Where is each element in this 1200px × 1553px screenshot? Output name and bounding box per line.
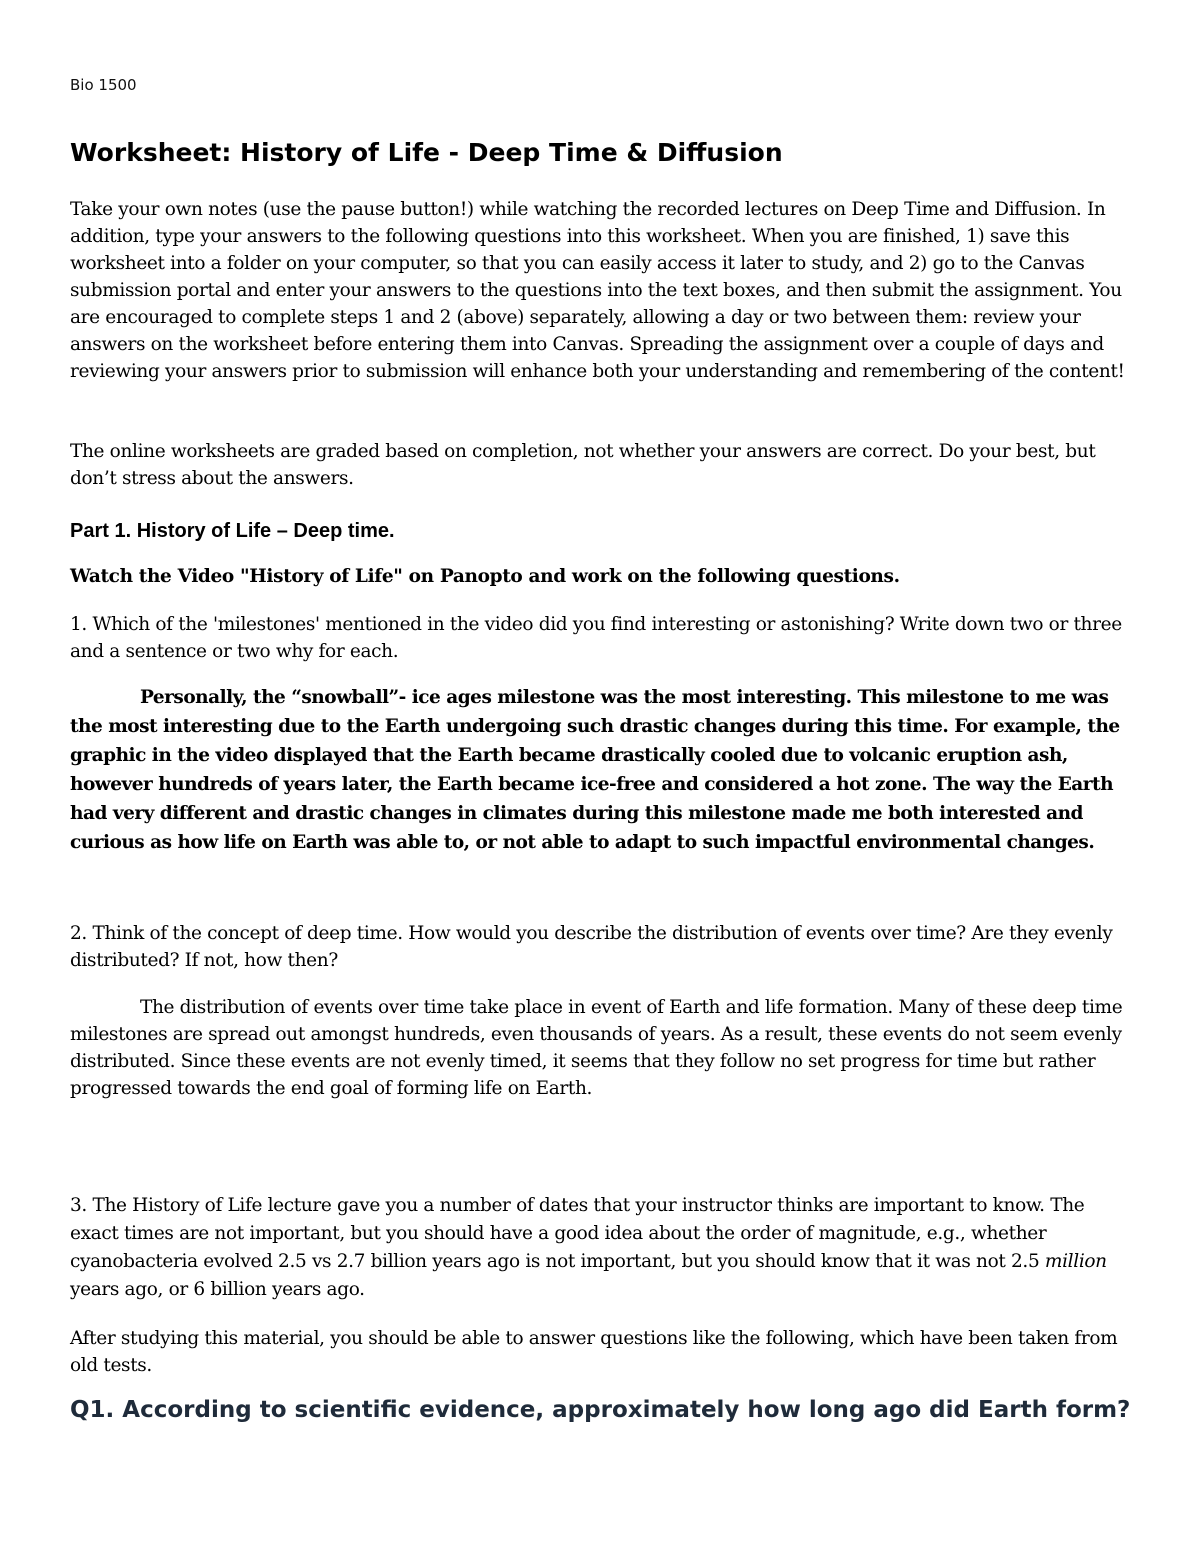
question-1: 1. Which of the 'milestones' mentioned in the video did you find interesting or astonishing? Write down two or three and a sentence or two why for each. bbox=[70, 614, 1122, 662]
question-1-section bbox=[70, 611, 1132, 665]
answer-2-section bbox=[70, 994, 1132, 1102]
test-question-section bbox=[70, 1396, 1132, 1425]
followup-section bbox=[70, 1325, 1132, 1379]
video-instruction: Watch the Video "History of Life" on Panopto and work on the following questions. bbox=[70, 566, 900, 587]
part1-heading-section bbox=[70, 520, 1132, 543]
answer-2: The distribution of events over time take place in event of Earth and life formation. Many of these deep time milestones are spread out amongst hundreds, even thousands of years. As a result, these events do not seem evenly distributed. Since these events are not evenly timed, it seems that they follow no set progress for time but rather progressed towards the end goal of forming life on Earth. bbox=[70, 997, 1123, 1099]
grading-note-paragraph: The online worksheets are graded based on completion, not whether your answers are correct. Do your best, but don’t stress about the answers. bbox=[70, 441, 1096, 489]
intro-section bbox=[70, 196, 1132, 385]
part1-instruction-section bbox=[70, 566, 1132, 587]
test-question-1: Q1. According to scientific evidence, approximately how long ago did Earth form? bbox=[70, 1397, 1131, 1423]
question-3-text-end: years ago, or 6 billion years ago. bbox=[70, 1279, 365, 1300]
question-3 bbox=[70, 1192, 1132, 1304]
question-3-text: 3. The History of Life lecture gave you a number of dates that your instructor thinks are important to know. The exact times are not important, but you should have a good idea about the order of magnitude, e.g., whether cyanobacteria evolved 2.5 vs 2.7 billion years ago is not important, but you should know that it was not 2.5 bbox=[70, 1195, 1085, 1272]
question-2-section bbox=[70, 920, 1132, 974]
part-heading: Part 1. History of Life – Deep time. bbox=[70, 520, 395, 542]
intro-paragraph: Take your own notes (use the pause button!) while watching the recorded lectures on Deep Time and Diffusion. In addition, type your answers to the following questions into this worksheet. When you are finished, 1) save this worksheet into a folder on your computer, so that you can easily access it later to study, and 2) go to the Canvas submission portal and enter your answers to the questions into the text boxes, and then submit the assignment. You are encouraged to complete steps 1 and 2 (above) separately, allowing a day or two between them: review your answers on the worksheet before entering them into Canvas. Spreading the assignment over a couple of days and reviewing your answers prior to submission will enhance both your understanding and remembering of the content! bbox=[70, 199, 1125, 382]
question-3-emphasis: million bbox=[1044, 1251, 1107, 1272]
question-2: 2. Think of the concept of deep time. How would you describe the distribution of events over time? Are they evenly distributed? If not, how then? bbox=[70, 923, 1113, 971]
answer-1-section bbox=[70, 683, 1132, 857]
page-title: Worksheet: History of Life - Deep Time & Diffusion bbox=[70, 138, 783, 167]
followup-paragraph: After studying this material, you should be able to answer questions like the following, which have been taken from old tests. bbox=[70, 1328, 1118, 1376]
course-header: Bio 1500 bbox=[70, 76, 137, 94]
grading-note-section bbox=[70, 438, 1132, 492]
answer-1: Personally, the “snowball”- ice ages milestone was the most interesting. This milestone to me was the most interesting due to the Earth undergoing such drastic changes during this time. For example, the graphic in the video displayed that the Earth became drastically cooled due to volcanic eruption ash, however hundreds of years later, the Earth became ice-free and considered a hot zone. The way the Earth had very different and drastic changes in climates during this milestone made me both interested and curious as how life on Earth was able to, or not able to adapt to such impactful environmental changes. bbox=[70, 687, 1120, 853]
question-3-section bbox=[70, 1192, 1132, 1304]
